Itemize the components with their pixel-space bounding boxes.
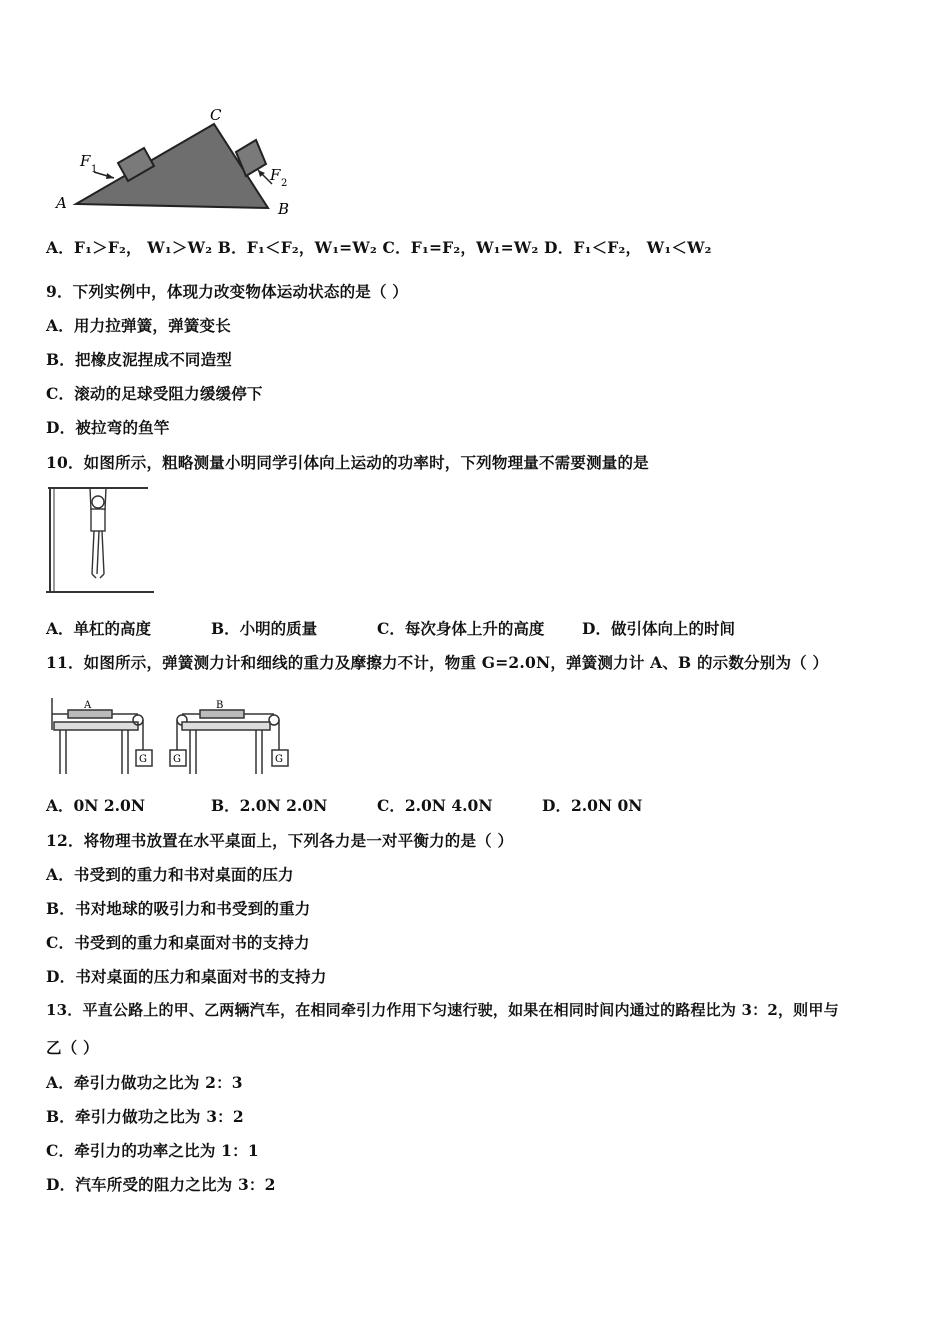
q12-stem: 12．将物理书放置在水平桌面上，下列各力是一对平衡力的是（ ） (46, 831, 514, 850)
label-scale-b: B (216, 700, 224, 711)
label-g-1: G (139, 754, 147, 765)
q11-option-c: C．2.0N 4.0N (377, 796, 493, 815)
incline-figure (50, 100, 310, 220)
q13-option-c: C．牵引力的功率之比为 1：1 (46, 1141, 259, 1160)
spring-scale-figure (50, 690, 290, 778)
q11-stem: 11．如图所示，弹簧测力计和细线的重力及摩擦力不计，物重 G=2.0N，弹簧测力计 A、B 的示数分别为（ ） (46, 653, 829, 672)
q12-option-d: D．书对桌面的压力和桌面对书的支持力 (46, 967, 327, 986)
q12-option-b: B．书对地球的吸引力和书受到的重力 (46, 899, 311, 918)
q10-option-c: C．每次身体上升的高度 (377, 619, 545, 638)
q13-stem-line2: 乙（ ） (46, 1038, 99, 1057)
q9-option-a: A．用力拉弹簧，弹簧变长 (46, 316, 231, 335)
label-f1-sub: 1 (91, 164, 98, 175)
q9-option-c: C．滚动的足球受阻力缓缓停下 (46, 384, 263, 403)
q9-option-d: D．被拉弯的鱼竿 (46, 418, 170, 437)
label-scale-a: A (84, 700, 92, 711)
label-c: C (210, 106, 222, 124)
label-f2: F (270, 166, 281, 184)
person-figure (90, 488, 106, 578)
q9-stem: 9．下列实例中，体现力改变物体运动状态的是（ ） (46, 282, 408, 301)
q12-option-a: A．书受到的重力和书对桌面的压力 (46, 865, 294, 884)
q12-option-c: C．书受到的重力和桌面对书的支持力 (46, 933, 310, 952)
q11-option-d: D．2.0N 0N (542, 796, 643, 815)
label-g-2: G (173, 754, 181, 765)
label-b: B (278, 200, 290, 218)
q11-option-b: B．2.0N 2.0N (211, 796, 328, 815)
label-f1: F (80, 152, 91, 170)
q9-option-b: B．把橡皮泥捏成不同造型 (46, 350, 233, 369)
setup-b (170, 710, 288, 774)
q10-option-a: A．单杠的高度 (46, 619, 152, 638)
label-a: A (56, 194, 67, 212)
q13-stem-line1: 13．平直公路上的甲、乙两辆汽车，在相同牵引力作用下匀速行驶，如果在相同时间内通过的路程比为 3：2，则甲与 (46, 1001, 839, 1019)
q10-stem: 10．如图所示，粗略测量小明同学引体向上运动的功率时，下列物理量不需要测量的是 (46, 453, 649, 472)
q8-options: A．F₁＞F₂， W₁＞W₂ B．F₁＜F₂，W₁=W₂ C．F₁=F₂，W₁=W₂ D．F₁＜F₂， W₁＜W₂ (46, 238, 712, 257)
label-g-3: G (275, 754, 283, 765)
q10-option-d: D．做引体向上的时间 (582, 619, 735, 638)
q13-option-a: A．牵引力做功之比为 2：3 (46, 1073, 243, 1092)
q13-option-d: D．汽车所受的阻力之比为 3：2 (46, 1175, 276, 1194)
label-f2-sub: 2 (281, 178, 288, 189)
incline-triangle (76, 124, 268, 208)
q10-option-b: B．小明的质量 (211, 619, 318, 638)
q11-option-a: A．0N 2.0N (46, 796, 146, 815)
q13-option-b: B．牵引力做功之比为 3：2 (46, 1107, 244, 1126)
setup-a (52, 698, 152, 774)
pullup-figure (46, 482, 156, 598)
